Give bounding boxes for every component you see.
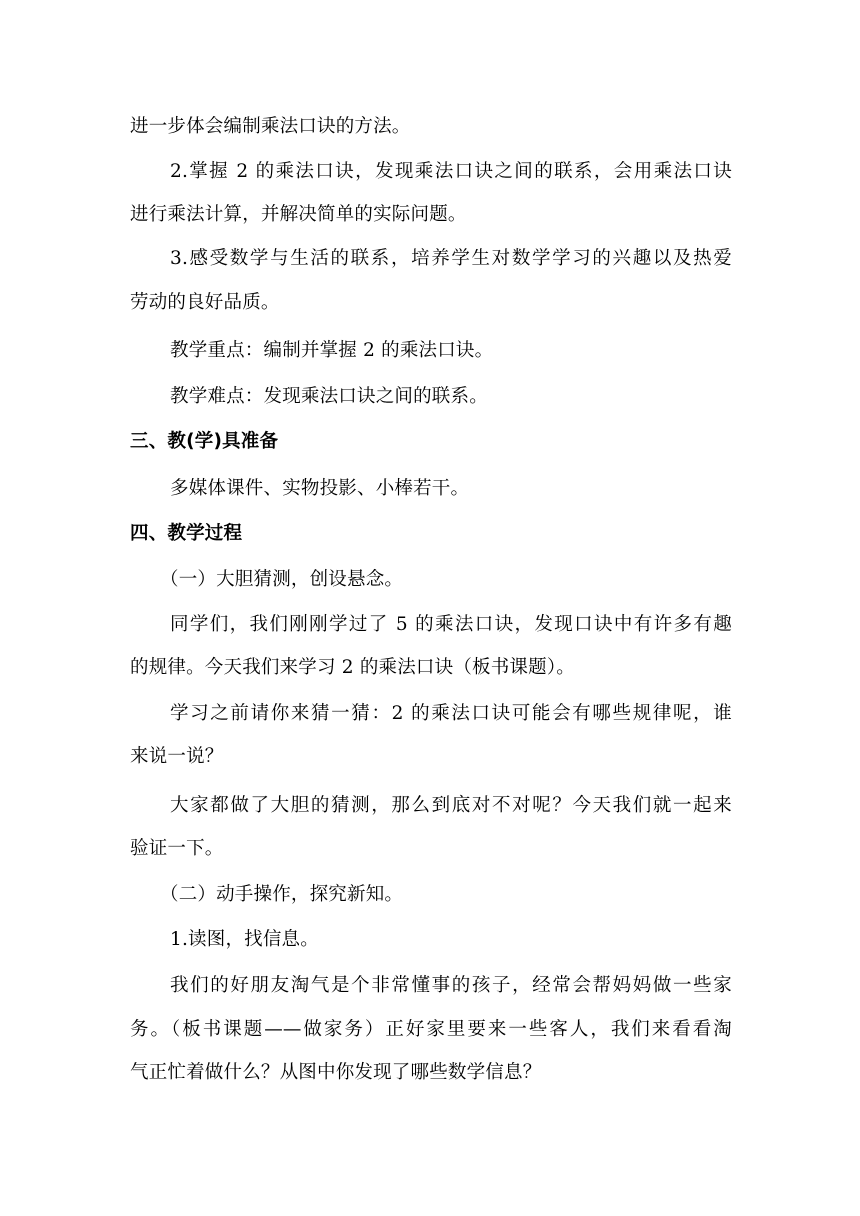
paragraph-line: 来说一说？: [130, 746, 224, 767]
paragraph-line: 我们的好朋友淘气是个非常懂事的孩子，经常会帮妈妈做一些家: [170, 975, 732, 996]
paragraph-line: 进行乘法计算，并解决简单的实际问题。: [130, 204, 467, 225]
paragraph-line: 务。（板书课题——做家务）正好家里要来一些客人，我们来看看淘: [130, 1019, 732, 1040]
paragraph-line: 进一步体会编制乘法口诀的方法。: [130, 116, 411, 137]
subsection-heading: （一）大胆猜测，创设悬念。: [160, 569, 404, 590]
paragraph-line: 多媒体课件、实物投影、小棒若干。: [170, 478, 470, 499]
paragraph-line: 2.掌握 2 的乘法口诀，发现乘法口诀之间的联系，会用乘法口诀: [170, 161, 732, 182]
paragraph-line: 的规律。今天我们来学习 2 的乘法口诀（板书课题）。: [130, 657, 575, 678]
teaching-focus: 教学重点：编制并掌握 2 的乘法口诀。: [170, 340, 494, 361]
paragraph-line: 气正忙着做什么？从图中你发现了哪些数学信息？: [130, 1062, 542, 1083]
subsection-heading: （二）动手操作，探究新知。: [160, 884, 404, 905]
section-heading: 三、教(学)具准备: [130, 431, 279, 452]
paragraph-line: 劳动的良好品质。: [130, 292, 280, 313]
paragraph-line: 学习之前请你来猜一猜：2 的乘法口诀可能会有哪些规律呢，谁: [170, 703, 732, 724]
teaching-difficulty: 教学难点：发现乘法口诀之间的联系。: [170, 386, 488, 407]
paragraph-line: 同学们，我们刚刚学过了 5 的乘法口诀，发现口诀中有许多有趣: [170, 614, 732, 635]
section-heading: 四、教学过程: [130, 523, 243, 544]
paragraph-line: 验证一下。: [130, 838, 224, 859]
paragraph-line: 3.感受数学与生活的联系，培养学生对数学学习的兴趣以及热爱: [170, 248, 732, 269]
paragraph-line: 大家都做了大胆的猜测，那么到底对不对呢？今天我们就一起来: [170, 795, 732, 816]
paragraph-line: 1.读图，找信息。: [170, 929, 319, 950]
